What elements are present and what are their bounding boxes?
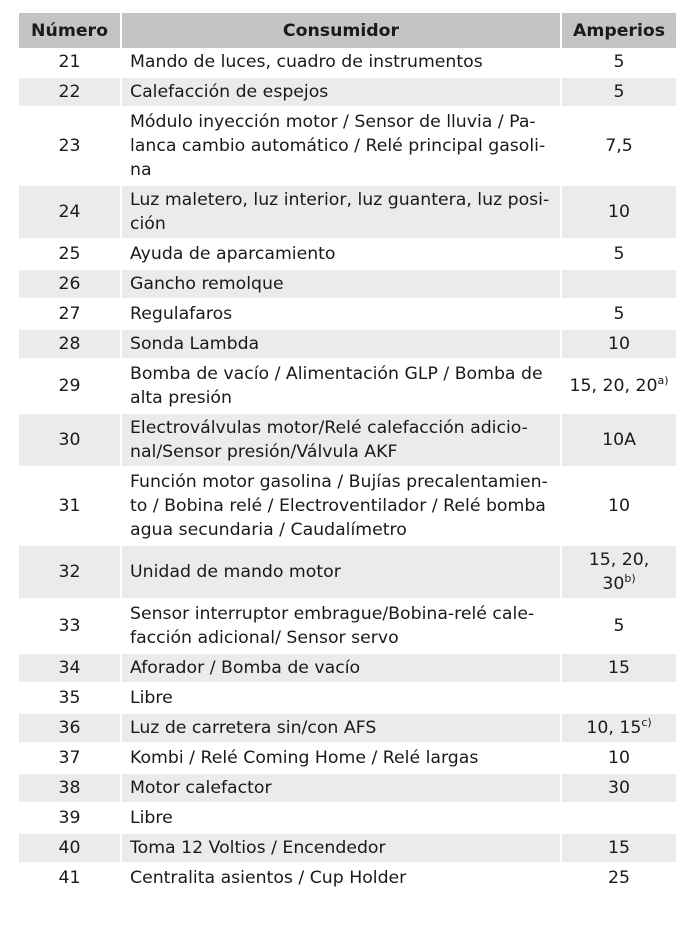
amperage-value: 15, 20, 20 bbox=[569, 376, 658, 396]
amperage-value: 30 bbox=[602, 574, 625, 594]
fuse-number: 36 bbox=[19, 713, 121, 743]
fuse-table bbox=[19, 13, 676, 894]
fuse-number: 30 bbox=[19, 413, 121, 467]
consumer-line: Gancho remolque bbox=[130, 274, 284, 294]
table-row bbox=[19, 803, 676, 833]
consumer-line: na bbox=[130, 160, 152, 180]
amperage-value: 10 bbox=[608, 748, 630, 768]
table-row bbox=[19, 107, 676, 185]
footnote-marker: b) bbox=[624, 572, 636, 585]
consumer-line: Mando de luces, cuadro de instrumentos bbox=[130, 52, 483, 72]
consumer-line: Sensor interruptor embrague/Bobina-relé cale- bbox=[130, 604, 535, 624]
fuse-consumer bbox=[121, 467, 561, 545]
fuse-consumer bbox=[121, 413, 561, 467]
header-consumidor: Consumidor bbox=[121, 13, 561, 48]
fuse-amperage bbox=[561, 545, 676, 599]
amperage-value: 15 bbox=[608, 658, 630, 678]
amperage-value: 25 bbox=[608, 868, 630, 888]
fuse-amperage bbox=[561, 48, 676, 77]
footnote-marker: a) bbox=[657, 374, 669, 387]
fuse-number: 33 bbox=[19, 599, 121, 653]
fuse-number: 32 bbox=[19, 545, 121, 599]
consumer-line: Libre bbox=[130, 688, 173, 708]
fuse-amperage bbox=[561, 359, 676, 413]
fuse-consumer bbox=[121, 239, 561, 269]
fuse-number: 31 bbox=[19, 467, 121, 545]
fuse-amperage bbox=[561, 773, 676, 803]
fuse-number: 27 bbox=[19, 299, 121, 329]
fuse-consumer bbox=[121, 77, 561, 107]
fuse-amperage bbox=[561, 713, 676, 743]
fuse-number: 21 bbox=[19, 48, 121, 77]
table-row bbox=[19, 239, 676, 269]
table-row bbox=[19, 653, 676, 683]
fuse-amperage bbox=[561, 743, 676, 773]
amperage-value: 30 bbox=[608, 778, 630, 798]
fuse-consumer bbox=[121, 48, 561, 77]
consumer-line: Función motor gasolina / Bujías precalentamien- bbox=[130, 472, 548, 492]
fuse-amperage bbox=[561, 329, 676, 359]
fuse-amperage bbox=[561, 833, 676, 863]
fuse-amperage bbox=[561, 299, 676, 329]
table-row bbox=[19, 467, 676, 545]
fuse-number: 26 bbox=[19, 269, 121, 299]
fuse-consumer bbox=[121, 299, 561, 329]
fuse-consumer bbox=[121, 653, 561, 683]
consumer-line: Unidad de mando motor bbox=[130, 562, 341, 582]
amperage-value: 5 bbox=[613, 304, 625, 324]
table-row bbox=[19, 77, 676, 107]
table-row bbox=[19, 359, 676, 413]
fuse-amperage bbox=[561, 185, 676, 239]
table-row bbox=[19, 329, 676, 359]
table-row bbox=[19, 545, 676, 599]
table-row bbox=[19, 683, 676, 713]
consumer-line: Luz de carretera sin/con AFS bbox=[130, 718, 377, 738]
fuse-consumer bbox=[121, 545, 561, 599]
amperage-value: 15, 20, bbox=[588, 550, 650, 570]
amperage-value: 10 bbox=[608, 496, 630, 516]
table-row bbox=[19, 299, 676, 329]
table-row bbox=[19, 713, 676, 743]
fuse-consumer bbox=[121, 743, 561, 773]
fuse-amperage bbox=[561, 467, 676, 545]
fuse-amperage bbox=[561, 77, 676, 107]
consumer-line: Aforador / Bomba de vacío bbox=[130, 658, 361, 678]
consumer-line: Sonda Lambda bbox=[130, 334, 260, 354]
fuse-consumer bbox=[121, 329, 561, 359]
table-row bbox=[19, 773, 676, 803]
fuse-number: 24 bbox=[19, 185, 121, 239]
amperage-value: 10 bbox=[608, 202, 630, 222]
consumer-line: Luz maletero, luz interior, luz guantera, luz posi- bbox=[130, 190, 550, 210]
consumer-line: Motor calefactor bbox=[130, 778, 272, 798]
fuse-consumer bbox=[121, 683, 561, 713]
table-row bbox=[19, 413, 676, 467]
amperage-value: 15 bbox=[608, 838, 630, 858]
table-row bbox=[19, 48, 676, 77]
fuse-amperage bbox=[561, 107, 676, 185]
fuse-consumer bbox=[121, 773, 561, 803]
consumer-line: facción adicional/ Sensor servo bbox=[130, 628, 399, 648]
amperage-value: 10A bbox=[602, 430, 636, 450]
consumer-line: Bomba de vacío / Alimentación GLP / Bomba de bbox=[130, 364, 543, 384]
fuse-table-container bbox=[19, 13, 676, 894]
fuse-number: 25 bbox=[19, 239, 121, 269]
fuse-number: 38 bbox=[19, 773, 121, 803]
header-amperios: Amperios bbox=[561, 13, 676, 48]
fuse-consumer bbox=[121, 803, 561, 833]
consumer-line: Kombi / Relé Coming Home / Relé largas bbox=[130, 748, 479, 768]
consumer-line: Calefacción de espejos bbox=[130, 82, 329, 102]
header-numero: Número bbox=[19, 13, 121, 48]
table-header-row bbox=[19, 13, 676, 48]
amperage-value: 5 bbox=[613, 52, 625, 72]
amperage-value: 5 bbox=[613, 244, 625, 264]
fuse-consumer bbox=[121, 599, 561, 653]
fuse-consumer bbox=[121, 107, 561, 185]
consumer-line: agua secundaria / Caudalímetro bbox=[130, 520, 407, 540]
fuse-amperage bbox=[561, 239, 676, 269]
consumer-line: Ayuda de aparcamiento bbox=[130, 244, 336, 264]
fuse-number: 37 bbox=[19, 743, 121, 773]
fuse-consumer bbox=[121, 833, 561, 863]
fuse-number: 40 bbox=[19, 833, 121, 863]
fuse-consumer bbox=[121, 713, 561, 743]
table-body bbox=[19, 48, 676, 893]
consumer-line: Centralita asientos / Cup Holder bbox=[130, 868, 407, 888]
consumer-line: Toma 12 Voltios / Encendedor bbox=[130, 838, 386, 858]
fuse-number: 22 bbox=[19, 77, 121, 107]
table-row bbox=[19, 863, 676, 893]
consumer-line: Módulo inyección motor / Sensor de lluvia / Pa- bbox=[130, 112, 536, 132]
table-row bbox=[19, 743, 676, 773]
amperage-value: 5 bbox=[613, 82, 625, 102]
table-row bbox=[19, 599, 676, 653]
fuse-consumer bbox=[121, 359, 561, 413]
amperage-value: 7,5 bbox=[605, 136, 633, 156]
consumer-line: Electroválvulas motor/Relé calefacción adicio- bbox=[130, 418, 528, 438]
amperage-value: 10 bbox=[608, 334, 630, 354]
fuse-amperage bbox=[561, 863, 676, 893]
consumer-line: Libre bbox=[130, 808, 173, 828]
fuse-amperage bbox=[561, 683, 676, 713]
fuse-consumer bbox=[121, 185, 561, 239]
consumer-line: alta presión bbox=[130, 388, 232, 408]
consumer-line: ción bbox=[130, 214, 166, 234]
fuse-number: 23 bbox=[19, 107, 121, 185]
fuse-number: 28 bbox=[19, 329, 121, 359]
fuse-number: 41 bbox=[19, 863, 121, 893]
table-row bbox=[19, 833, 676, 863]
fuse-amperage bbox=[561, 599, 676, 653]
amperage-value: 10, 15 bbox=[586, 718, 642, 738]
footnote-marker: c) bbox=[641, 716, 652, 729]
fuse-amperage bbox=[561, 413, 676, 467]
fuse-number: 34 bbox=[19, 653, 121, 683]
fuse-number: 29 bbox=[19, 359, 121, 413]
consumer-line: nal/Sensor presión/Válvula AKF bbox=[130, 442, 398, 462]
fuse-number: 35 bbox=[19, 683, 121, 713]
amperage-value: 5 bbox=[613, 616, 625, 636]
fuse-consumer bbox=[121, 269, 561, 299]
fuse-number: 39 bbox=[19, 803, 121, 833]
fuse-amperage bbox=[561, 269, 676, 299]
table-row bbox=[19, 185, 676, 239]
fuse-amperage bbox=[561, 653, 676, 683]
consumer-line: to / Bobina relé / Electroventilador / Relé bomba bbox=[130, 496, 546, 516]
consumer-line: Regulafaros bbox=[130, 304, 233, 324]
table-row bbox=[19, 269, 676, 299]
consumer-line: lanca cambio automático / Relé principal gasoli- bbox=[130, 136, 546, 156]
fuse-consumer bbox=[121, 863, 561, 893]
fuse-amperage bbox=[561, 803, 676, 833]
